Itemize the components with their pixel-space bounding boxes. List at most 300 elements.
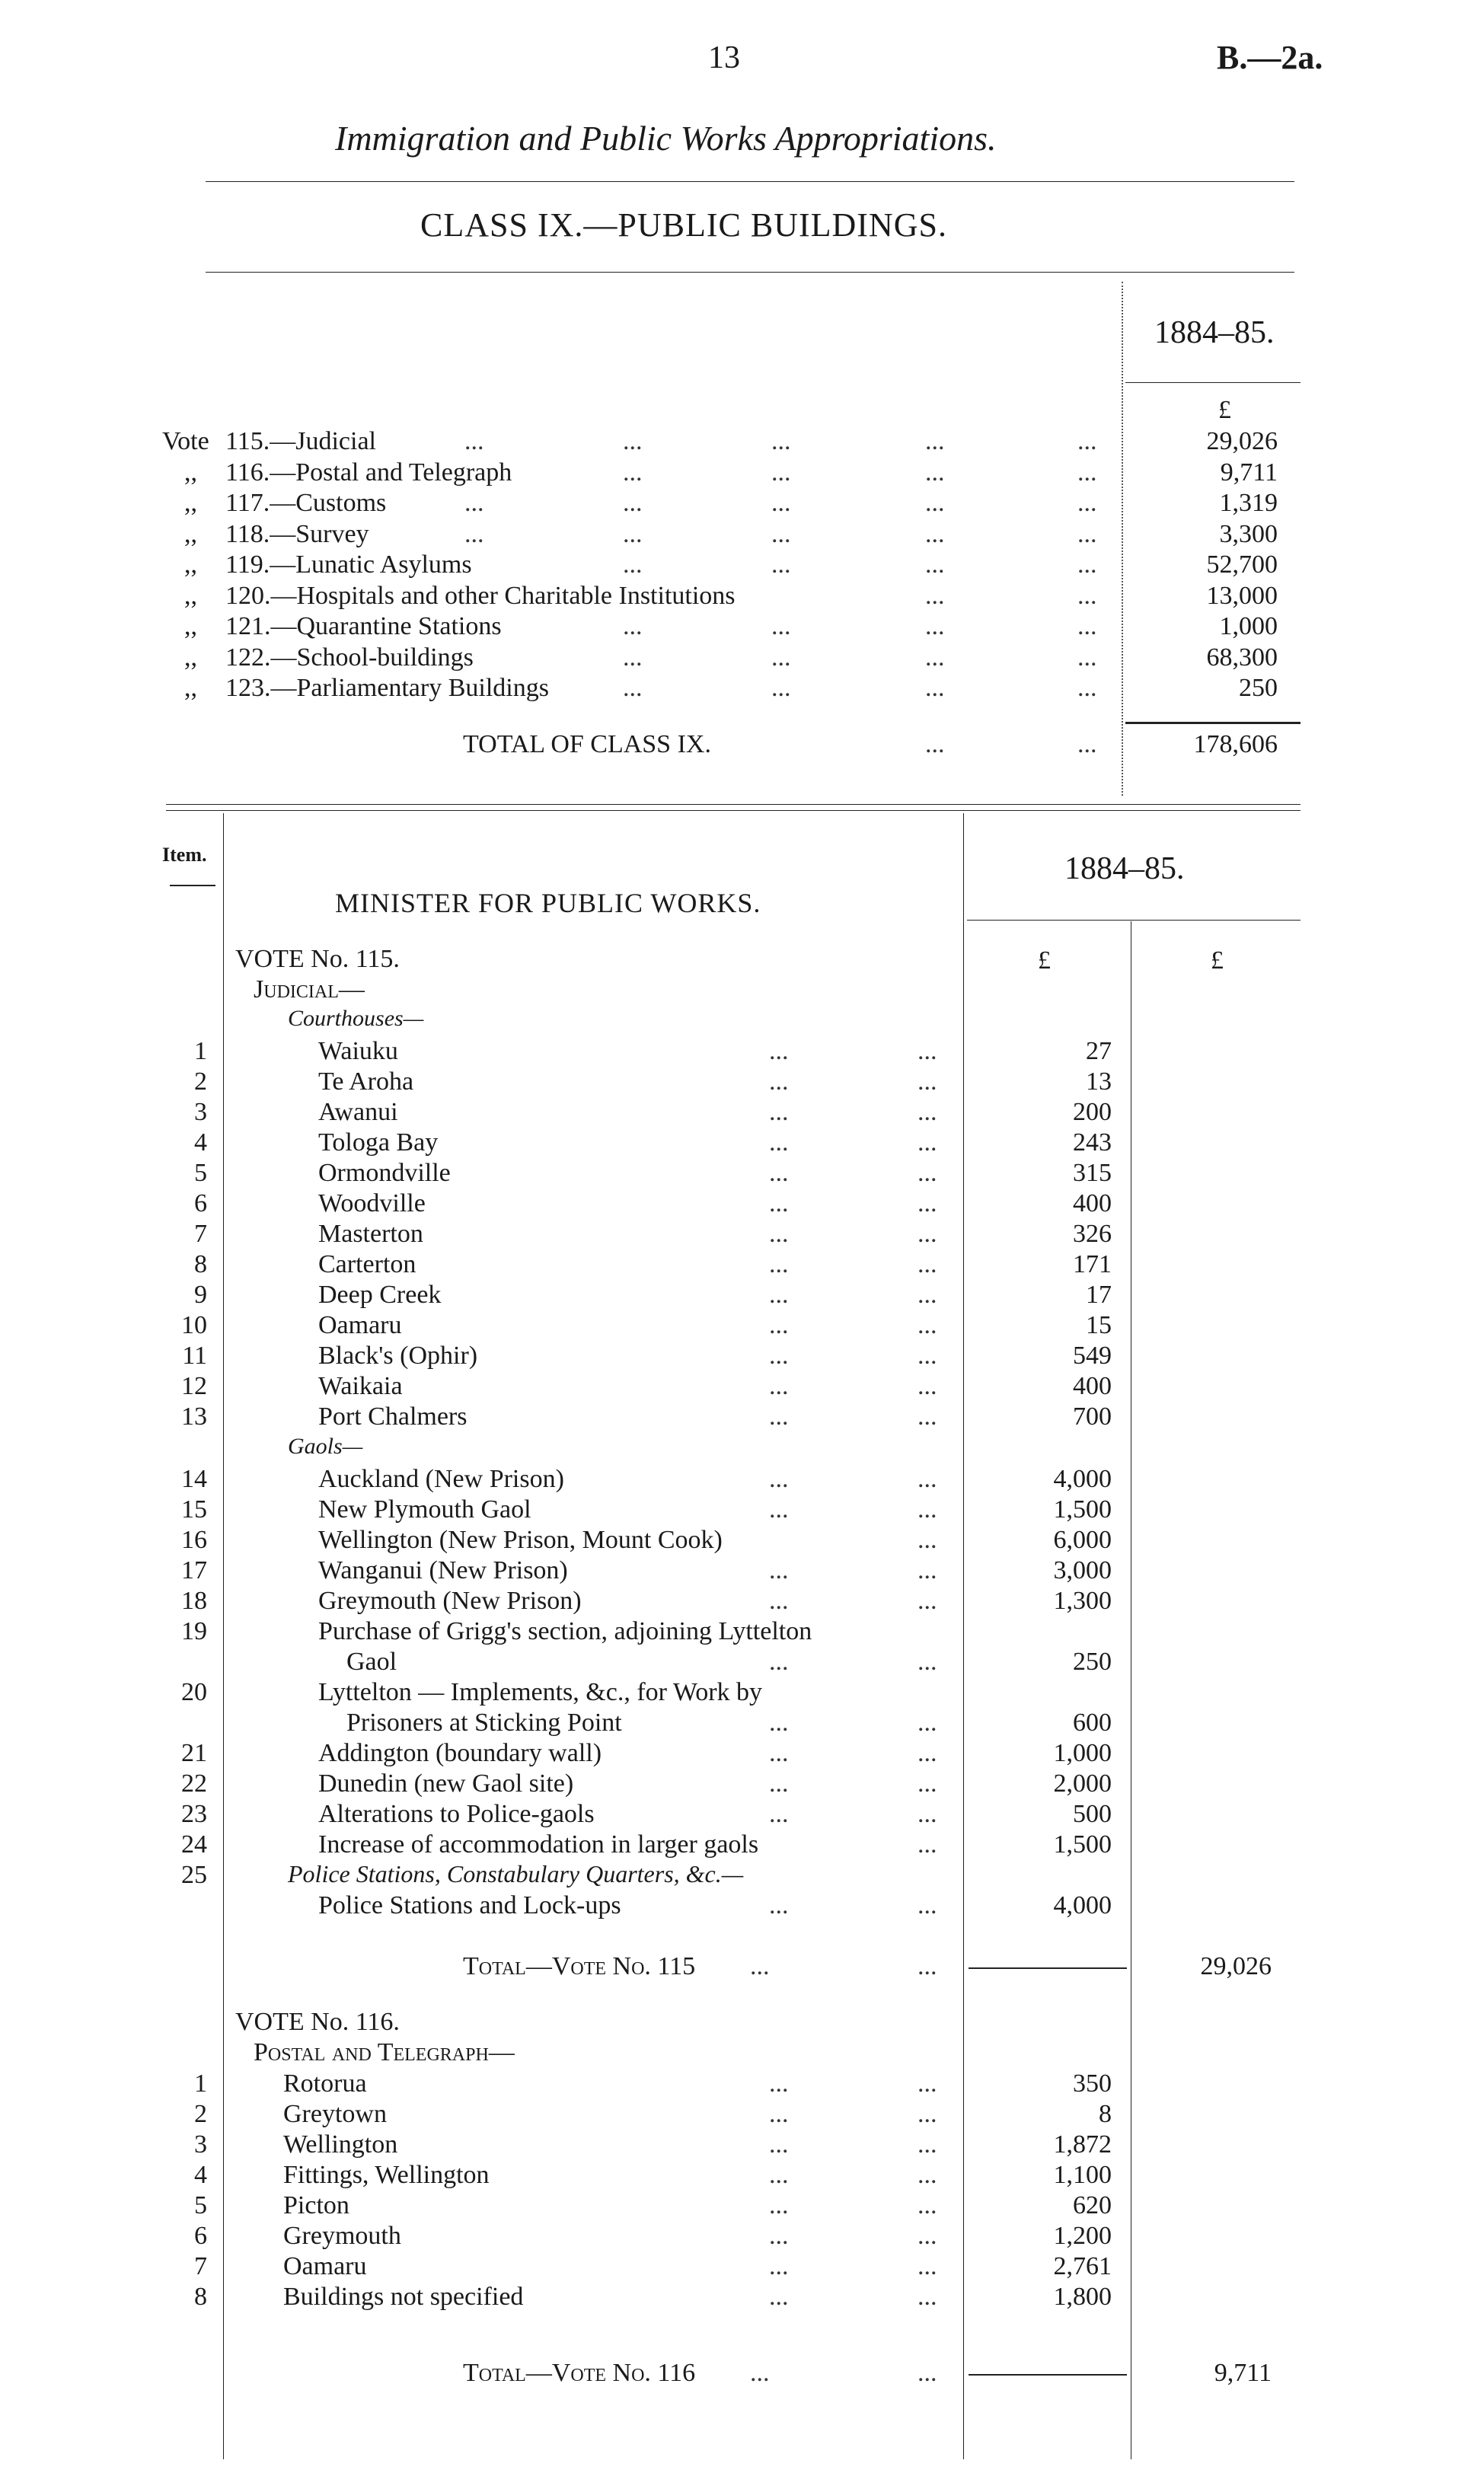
table-row xyxy=(0,2191,1484,2221)
item-label: Picton xyxy=(283,2191,349,2219)
item-amount: 500 xyxy=(1073,1800,1112,1828)
item-number: 3 xyxy=(194,1098,207,1126)
leader-dots: ... xyxy=(1077,730,1097,758)
item-amount: 13 xyxy=(1086,1067,1112,1096)
item-label: Wanganui (New Prison) xyxy=(318,1556,568,1584)
vote-prefix: ,, xyxy=(184,643,197,672)
item-label: Tologa Bay xyxy=(318,1128,439,1157)
item-label: Greymouth (New Prison) xyxy=(318,1587,582,1615)
vote-prefix: ,, xyxy=(184,674,197,702)
page-number: 13 xyxy=(708,40,740,75)
leader-dots: ... xyxy=(918,1067,937,1096)
vote-prefix: ,, xyxy=(184,458,197,487)
item-number: 19 xyxy=(181,1617,207,1645)
table-row xyxy=(0,1158,1484,1189)
item-number: 22 xyxy=(181,1769,207,1798)
table-row xyxy=(0,1189,1484,1219)
leader-dots: ... xyxy=(769,1037,789,1065)
item-number: 4 xyxy=(194,1128,207,1157)
leader-dots: ... xyxy=(769,1402,789,1431)
leader-dots: ... xyxy=(771,489,791,517)
item-label: Te Aroha xyxy=(318,1067,414,1096)
table-row xyxy=(0,2099,1484,2130)
summary-row xyxy=(0,611,1484,642)
item-label: Rotorua xyxy=(283,2069,367,2098)
leader-dots: ... xyxy=(1077,581,1097,610)
item-label: Greytown xyxy=(283,2100,387,2128)
vote-115-section: Judicial— xyxy=(254,975,365,1004)
table-row xyxy=(0,1128,1484,1158)
leader-dots: ... xyxy=(623,519,643,548)
vote-label: 121.—Quarantine Stations xyxy=(225,612,502,640)
summary-row xyxy=(0,458,1484,488)
leader-dots: ... xyxy=(769,1709,789,1737)
leader-dots: ... xyxy=(623,550,643,579)
leader-dots: ... xyxy=(925,458,945,487)
item-label: Waikaia xyxy=(318,1372,403,1400)
vote-amount: 13,000 xyxy=(1206,581,1278,610)
vote-prefix: ,, xyxy=(184,519,197,548)
summary-total-label: TOTAL OF CLASS IX. xyxy=(463,730,711,758)
vote-116-total-amount: 9,711 xyxy=(1214,2359,1272,2387)
item-amount: 350 xyxy=(1073,2069,1112,2098)
item-amount: 1,100 xyxy=(1053,2161,1112,2189)
leader-dots: ... xyxy=(464,489,484,517)
item-number: 8 xyxy=(194,2283,207,2311)
table-row xyxy=(0,1341,1484,1371)
document-reference: B.—2a. xyxy=(1217,39,1323,76)
minister-heading: MINISTER FOR PUBLIC WORKS. xyxy=(335,888,761,918)
item-number: 9 xyxy=(194,1281,207,1309)
item-amount: 549 xyxy=(1073,1342,1112,1370)
leader-dots: ... xyxy=(769,1311,789,1339)
vote-prefix: Vote xyxy=(162,427,209,455)
item-amount: 400 xyxy=(1073,1189,1112,1217)
table-row xyxy=(0,1097,1484,1128)
leader-dots: ... xyxy=(918,1709,937,1737)
leader-dots: ... xyxy=(925,612,945,640)
leader-dots: ... xyxy=(918,1465,937,1493)
leader-dots: ... xyxy=(918,1098,937,1126)
leader-dots: ... xyxy=(771,550,791,579)
leader-dots: ... xyxy=(769,1250,789,1278)
item-label: Buildings not specified xyxy=(283,2283,524,2311)
vote-label: 119.—Lunatic Asylums xyxy=(225,550,472,579)
table-row xyxy=(0,1280,1484,1310)
rule xyxy=(1125,722,1300,724)
leader-dots: ... xyxy=(918,1739,937,1767)
item-number: 7 xyxy=(194,1220,207,1248)
summary-row xyxy=(0,488,1484,519)
leader-dots: ... xyxy=(918,1526,937,1554)
leader-dots: ... xyxy=(918,1830,937,1859)
table-row xyxy=(0,1219,1484,1249)
item-amount: 1,200 xyxy=(1053,2222,1112,2250)
table-row xyxy=(0,1556,1484,1586)
leader-dots: ... xyxy=(623,458,643,487)
leader-dots: ... xyxy=(771,427,791,455)
item-amount: 1,500 xyxy=(1053,1495,1112,1524)
item-number: 2 xyxy=(194,2100,207,2128)
vote-label: 115.—Judicial xyxy=(225,427,376,455)
vote-115-title: VOTE No. 115. xyxy=(235,945,400,973)
leader-dots: ... xyxy=(769,2191,789,2219)
item-number: 3 xyxy=(194,2130,207,2159)
table-row xyxy=(0,1036,1484,1067)
table-row xyxy=(0,1799,1484,1830)
summary-row xyxy=(0,581,1484,611)
leader-dots: ... xyxy=(769,1587,789,1615)
leader-dots: ... xyxy=(925,730,945,758)
vote-115-total-label: Total—Vote No. 115 xyxy=(463,1952,696,1980)
vote-prefix: ,, xyxy=(184,489,197,517)
leader-dots: ... xyxy=(769,1769,789,1798)
leader-dots: ... xyxy=(918,1128,937,1157)
item-label: Oamaru xyxy=(318,1311,402,1339)
item-number: 10 xyxy=(181,1311,207,1339)
leader-dots: ... xyxy=(918,1372,937,1400)
vote-116-title: VOTE No. 116. xyxy=(235,2008,400,2036)
item-number: 12 xyxy=(181,1372,207,1400)
item-label: Black's (Ophir) xyxy=(318,1342,478,1370)
table-row xyxy=(0,1891,1484,1921)
leader-dots: ... xyxy=(925,674,945,702)
vote-amount: 9,711 xyxy=(1220,458,1278,487)
item-label: Awanui xyxy=(318,1098,398,1126)
summary-row xyxy=(0,519,1484,550)
item-amount: 8 xyxy=(1099,2100,1112,2128)
item-amount: 4,000 xyxy=(1053,1891,1112,1919)
item-label: Auckland (New Prison) xyxy=(318,1465,564,1493)
item-amount: 326 xyxy=(1073,1220,1112,1248)
table-row xyxy=(0,1738,1484,1769)
rule xyxy=(206,272,1294,273)
rule xyxy=(969,1967,1127,1969)
item-number: 6 xyxy=(194,1189,207,1217)
leader-dots: ... xyxy=(1077,458,1097,487)
leader-dots: ... xyxy=(769,2161,789,2189)
leader-dots: ... xyxy=(918,2222,937,2250)
leader-dots: ... xyxy=(769,1648,789,1676)
courthouses-heading: Courthouses— xyxy=(288,1006,424,1031)
item-number: 7 xyxy=(194,2252,207,2280)
vote-label: 117.—Customs xyxy=(225,489,387,517)
item-number: 15 xyxy=(181,1495,207,1524)
item-amount: 243 xyxy=(1073,1128,1112,1157)
item-number: 23 xyxy=(181,1800,207,1828)
leader-dots: ... xyxy=(769,2130,789,2159)
leader-dots: ... xyxy=(464,427,484,455)
leader-dots: ... xyxy=(769,1128,789,1157)
summary-row xyxy=(0,550,1484,580)
item-label: Oamaru xyxy=(283,2252,367,2280)
item-amount: 250 xyxy=(1073,1648,1112,1676)
item-label: Fittings, Wellington xyxy=(283,2161,490,2189)
police-stations-heading: Police Stations, Constabulary Quarters, &c.— xyxy=(288,1860,744,1887)
leader-dots: ... xyxy=(918,1587,937,1615)
leader-dots: ... xyxy=(925,643,945,672)
item-column-heading: Item. xyxy=(162,844,207,866)
item-label: Addington (boundary wall) xyxy=(318,1739,602,1767)
item-amount: 15 xyxy=(1086,1311,1112,1339)
leader-dots: ... xyxy=(769,1495,789,1524)
leader-dots: ... xyxy=(769,1556,789,1584)
item-label: Masterton xyxy=(318,1220,423,1248)
leader-dots: ... xyxy=(1077,643,1097,672)
item-number: 2 xyxy=(194,1067,207,1096)
summary-row xyxy=(0,643,1484,673)
item-number: 24 xyxy=(181,1830,207,1859)
vote-prefix: ,, xyxy=(184,581,197,610)
item-number: 1 xyxy=(194,2069,207,2098)
item-number: 5 xyxy=(194,1159,207,1187)
leader-dots: ... xyxy=(918,1556,937,1584)
vote-116-total-label: Total—Vote No. 116 xyxy=(463,2359,696,2387)
leader-dots: ... xyxy=(918,1800,937,1828)
item-amount: 400 xyxy=(1073,1372,1112,1400)
vote-label: 120.—Hospitals and other Charitable Institutions xyxy=(225,581,736,610)
table-row xyxy=(0,2251,1484,2282)
vote-amount: 68,300 xyxy=(1206,643,1278,672)
item-label: Port Chalmers xyxy=(318,1402,468,1431)
summary-year-heading: 1884–85. xyxy=(1154,315,1275,350)
vote-prefix: ,, xyxy=(184,612,197,640)
item-number: 4 xyxy=(194,2161,207,2189)
leader-dots: ... xyxy=(769,1372,789,1400)
table-row xyxy=(0,1677,1484,1708)
item-label: New Plymouth Gaol xyxy=(318,1495,531,1524)
leader-dots: ... xyxy=(918,1250,937,1278)
leader-dots: ... xyxy=(464,519,484,548)
leader-dots: ... xyxy=(771,519,791,548)
leader-dots: ... xyxy=(769,1159,789,1187)
item-label: Deep Creek xyxy=(318,1281,442,1309)
rule xyxy=(967,920,1300,921)
summary-row xyxy=(0,673,1484,704)
item-amount: 1,300 xyxy=(1053,1587,1112,1615)
rule xyxy=(1125,382,1300,383)
item-amount: 2,761 xyxy=(1053,2252,1112,2280)
leader-dots: ... xyxy=(1077,550,1097,579)
item-amount: 3,000 xyxy=(1053,1556,1112,1584)
leader-dots: ... xyxy=(769,2069,789,2098)
leader-dots: ... xyxy=(769,1281,789,1309)
rule xyxy=(166,804,1300,805)
leader-dots: ... xyxy=(769,1098,789,1126)
table-row xyxy=(0,1525,1484,1556)
vote-115-total-amount: 29,026 xyxy=(1200,1952,1272,1980)
item-number: 8 xyxy=(194,1250,207,1278)
table-row xyxy=(0,2130,1484,2160)
item-amount: 4,000 xyxy=(1053,1465,1112,1493)
item-label: Wellington xyxy=(283,2130,398,2159)
leader-dots: ... xyxy=(918,2161,937,2189)
leader-dots: ... xyxy=(769,2100,789,2128)
leader-dots: ... xyxy=(918,1769,937,1798)
item-amount: 1,000 xyxy=(1053,1739,1112,1767)
leader-dots: ... xyxy=(771,643,791,672)
item-label: Woodville xyxy=(318,1189,426,1217)
item-label: Alterations to Police-gaols xyxy=(318,1800,595,1828)
vote-label: 122.—School-buildings xyxy=(225,643,474,672)
item-label: Dunedin (new Gaol site) xyxy=(318,1769,574,1798)
item-number: 1 xyxy=(194,1037,207,1065)
item-amount: 1,872 xyxy=(1053,2130,1112,2159)
vote-label: 123.—Parliamentary Buildings xyxy=(225,674,549,702)
leader-dots: ... xyxy=(771,674,791,702)
class-title: CLASS IX.—PUBLIC BUILDINGS. xyxy=(420,206,947,244)
item-amount: 2,000 xyxy=(1053,1769,1112,1798)
item-number: 11 xyxy=(182,1342,207,1370)
currency-right: £ xyxy=(1211,946,1224,975)
leader-dots: ... xyxy=(918,2100,937,2128)
leader-dots: ... xyxy=(918,1281,937,1309)
vote-label: 118.—Survey xyxy=(225,519,369,548)
leader-dots: ... xyxy=(918,1342,937,1370)
item-label: Wellington (New Prison, Mount Cook) xyxy=(318,1526,723,1554)
leader-dots: ... xyxy=(769,1220,789,1248)
leader-dots: ... xyxy=(769,2222,789,2250)
vote-115-total-row xyxy=(0,1951,1484,1982)
leader-dots: ... xyxy=(918,1311,937,1339)
leader-dots: ... xyxy=(769,1465,789,1493)
leader-dots: ... xyxy=(771,458,791,487)
table-row xyxy=(0,2221,1484,2251)
item-label: Purchase of Grigg's section, adjoining Lyttelton xyxy=(318,1617,812,1645)
leader-dots: ... xyxy=(623,674,643,702)
item-label: Lyttelton — Implements, &c., for Work by xyxy=(318,1678,763,1706)
table-row xyxy=(0,2160,1484,2191)
item-number: 13 xyxy=(181,1402,207,1431)
item-amount: 315 xyxy=(1073,1159,1112,1187)
item-amount: 620 xyxy=(1073,2191,1112,2219)
leader-dots: ... xyxy=(623,427,643,455)
table-row xyxy=(0,1371,1484,1402)
item-amount: 600 xyxy=(1073,1709,1112,1737)
item-number: 18 xyxy=(181,1587,207,1615)
item-number: 20 xyxy=(181,1678,207,1706)
table-row xyxy=(0,1647,1484,1677)
vote-amount: 250 xyxy=(1239,674,1278,702)
summary-total-amount: 178,606 xyxy=(1193,730,1278,758)
item-label: Waiuku xyxy=(318,1037,398,1065)
summary-currency: £ xyxy=(1218,396,1231,424)
leader-dots: ... xyxy=(769,2252,789,2280)
leader-dots: ... xyxy=(1077,674,1097,702)
item-label: Prisoners at Sticking Point xyxy=(346,1709,622,1737)
item-label: Greymouth xyxy=(283,2222,401,2250)
leader-dots: ... xyxy=(1077,612,1097,640)
currency-left: £ xyxy=(1038,946,1051,975)
item-amount: 6,000 xyxy=(1053,1526,1112,1554)
leader-dots: ... xyxy=(623,643,643,672)
leader-dots: ... xyxy=(769,1800,789,1828)
leader-dots: ... xyxy=(769,1067,789,1096)
page-subtitle: Immigration and Public Works Appropriations. xyxy=(335,119,997,158)
table-row xyxy=(0,1708,1484,1738)
vote-amount: 3,300 xyxy=(1219,519,1278,548)
leader-dots: ... xyxy=(771,612,791,640)
leader-dots: ... xyxy=(1077,489,1097,517)
leader-dots: ... xyxy=(925,581,945,610)
item-number: 6 xyxy=(194,2222,207,2250)
leader-dots: ... xyxy=(918,2191,937,2219)
leader-dots: ... xyxy=(769,1189,789,1217)
leader-dots: ... xyxy=(623,612,643,640)
vote-prefix: ,, xyxy=(184,550,197,579)
item-number: 16 xyxy=(181,1526,207,1554)
leader-dots: ... xyxy=(918,1891,937,1919)
leader-dots: ... xyxy=(918,2252,937,2280)
rule xyxy=(969,2374,1127,2376)
table-row xyxy=(0,2282,1484,2312)
table-row xyxy=(0,1402,1484,1432)
leader-dots: ... xyxy=(918,1159,937,1187)
item-amount: 700 xyxy=(1073,1402,1112,1431)
leader-dots: ... xyxy=(750,2359,770,2387)
item-label: Gaol xyxy=(346,1648,397,1676)
table-row xyxy=(0,1249,1484,1280)
leader-dots: ... xyxy=(918,1220,937,1248)
table-row xyxy=(0,1464,1484,1495)
item-number: 17 xyxy=(181,1556,207,1584)
leader-dots: ... xyxy=(769,1342,789,1370)
leader-dots: ... xyxy=(750,1952,770,1980)
gaols-heading: Gaols— xyxy=(288,1434,363,1459)
leader-dots: ... xyxy=(918,1037,937,1065)
vote-amount: 1,000 xyxy=(1219,612,1278,640)
vote-amount: 1,319 xyxy=(1219,489,1278,517)
vote-label: 116.—Postal and Telegraph xyxy=(225,458,512,487)
table-row xyxy=(0,2069,1484,2099)
item-amount: 1,500 xyxy=(1053,1830,1112,1859)
item-amount: 17 xyxy=(1086,1281,1112,1309)
leader-dots: ... xyxy=(925,427,945,455)
leader-dots: ... xyxy=(1077,519,1097,548)
table-row xyxy=(0,1067,1484,1097)
item-amount: 200 xyxy=(1073,1098,1112,1126)
item-number: 21 xyxy=(181,1739,207,1767)
table-row xyxy=(0,1495,1484,1525)
leader-dots: ... xyxy=(918,1402,937,1431)
rule xyxy=(206,181,1294,182)
leader-dots: ... xyxy=(1077,427,1097,455)
item-label: Increase of accommodation in larger gaols xyxy=(318,1830,759,1859)
table-row xyxy=(0,1769,1484,1799)
item-amount: 1,800 xyxy=(1053,2283,1112,2311)
item-number: 5 xyxy=(194,2191,207,2219)
item-label: Carterton xyxy=(318,1250,416,1278)
leader-dots: ... xyxy=(769,1891,789,1919)
leader-dots: ... xyxy=(918,2069,937,2098)
leader-dots: ... xyxy=(918,1189,937,1217)
leader-dots: ... xyxy=(918,1952,937,1980)
table-row xyxy=(0,1586,1484,1616)
leader-dots: ... xyxy=(769,2283,789,2311)
item-label: Ormondville xyxy=(318,1159,451,1187)
item-number: 14 xyxy=(181,1465,207,1493)
summary-total-row xyxy=(0,729,1484,760)
item-amount: 27 xyxy=(1086,1037,1112,1065)
leader-dots: ... xyxy=(918,1495,937,1524)
leader-dots: ... xyxy=(918,2283,937,2311)
rule xyxy=(170,885,215,886)
leader-dots: ... xyxy=(925,489,945,517)
item-number: 25 xyxy=(181,1861,207,1889)
summary-row xyxy=(0,426,1484,457)
leader-dots: ... xyxy=(925,519,945,548)
table-row xyxy=(0,1830,1484,1860)
